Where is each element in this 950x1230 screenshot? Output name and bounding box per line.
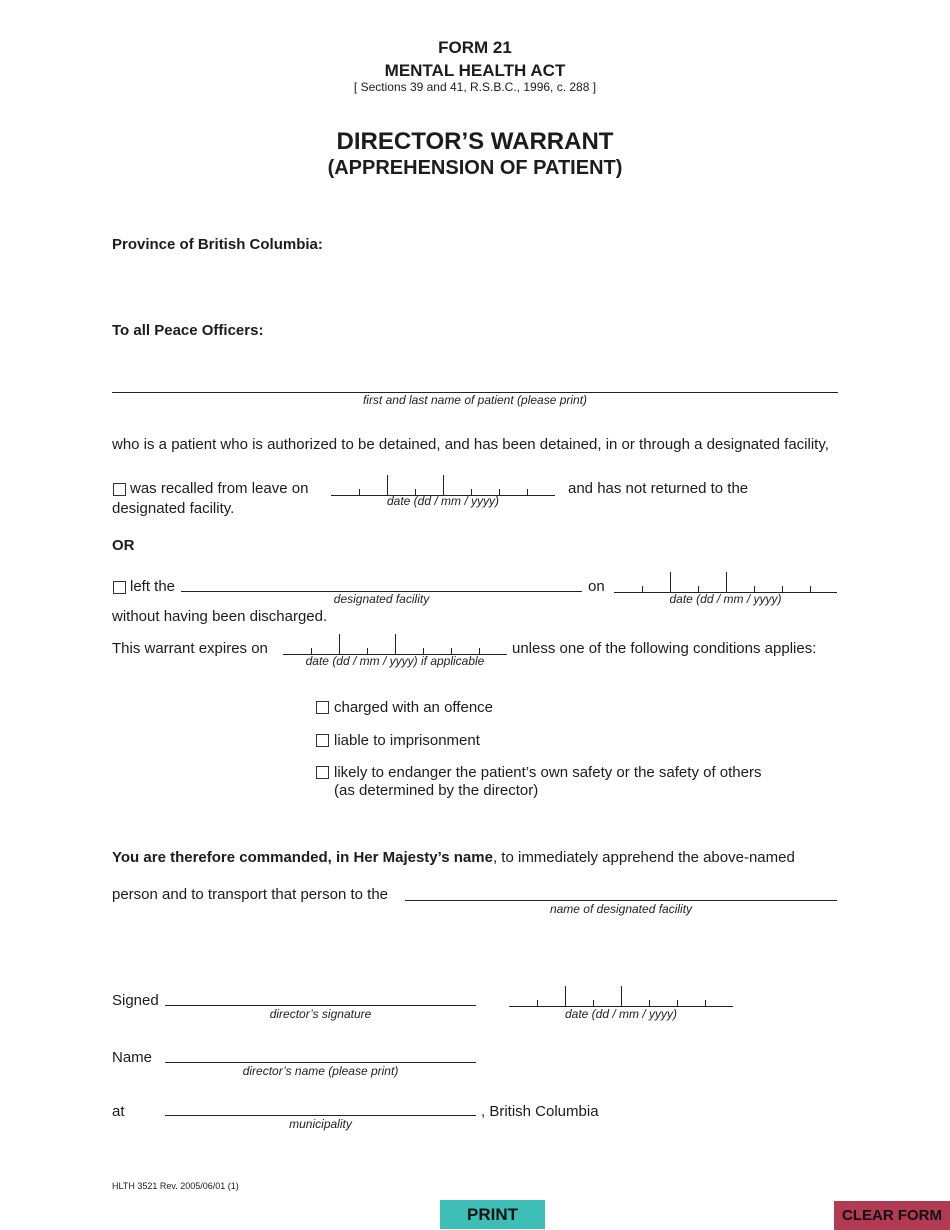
print-button[interactable]: PRINT (440, 1200, 545, 1229)
signature-caption: director’s signature (269, 1007, 372, 1021)
transport-facility-input[interactable] (405, 900, 837, 901)
intro-text: who is a patient who is authorized to be detained, and has been detained, in or through a designated facility, (112, 436, 829, 453)
signature-date-caption: date (dd / mm / yyyy) (564, 1007, 678, 1021)
expiry-label: This warrant expires on (112, 640, 268, 657)
patient-name-caption: first and last name of patient (please print) (362, 393, 588, 407)
clear-form-button[interactable]: CLEAR FORM (834, 1201, 950, 1230)
expiry-date-caption: date (dd / mm / yyyy) if applicable (305, 654, 485, 668)
patient-name-input[interactable] (112, 372, 838, 393)
left-on-label: on (588, 578, 605, 595)
recalled-label: was recalled from leave on (130, 480, 309, 497)
condition-endanger-note: (as determined by the director) (334, 782, 539, 799)
signature-input[interactable] (165, 1005, 476, 1006)
recalled-suffix: and has not returned to the (568, 480, 749, 497)
recalled-checkbox[interactable] (113, 483, 126, 496)
transport-facility-caption: name of designated facility (549, 902, 693, 916)
signed-label: Signed (112, 992, 159, 1009)
province-heading: Province of British Columbia: (112, 236, 323, 253)
left-date-field[interactable] (614, 572, 837, 593)
command-bold: You are therefore commanded, in Her Majesty’s name (112, 849, 493, 866)
command-line2: person and to transport that person to the (112, 886, 389, 903)
form-number: FORM 21 (438, 38, 512, 57)
recalled-date-caption: date (dd / mm / yyyy) (386, 494, 500, 508)
province-suffix: , British Columbia (481, 1103, 599, 1120)
command-text (112, 849, 795, 866)
municipality-caption: municipality (289, 1117, 352, 1131)
condition-endanger-label: likely to endanger the patient’s own safety or the safety of others (334, 764, 762, 781)
left-date-caption: date (dd / mm / yyyy) (669, 592, 782, 606)
condition-imprisonment-label: liable to imprisonment (334, 732, 480, 749)
condition-offence-label: charged with an offence (334, 699, 494, 716)
page-title: DIRECTOR’S WARRANT (336, 128, 614, 155)
director-name-caption: director’s name (please print) (242, 1064, 399, 1078)
condition-endanger-checkbox[interactable] (316, 766, 329, 779)
page-subtitle: (APPREHENSION OF PATIENT) (327, 157, 623, 179)
left-label: left the (130, 578, 176, 595)
peace-officers-heading: To all Peace Officers: (112, 322, 264, 339)
or-label: OR (112, 537, 135, 554)
condition-offence-checkbox[interactable] (316, 701, 329, 714)
recalled-continuation: designated facility. (112, 500, 235, 517)
left-facility-caption: designated facility (333, 592, 430, 606)
signature-date-field[interactable] (509, 986, 733, 1007)
condition-imprisonment-checkbox[interactable] (316, 734, 329, 747)
name-label: Name (112, 1049, 153, 1066)
command-rest: , to immediately apprehend the above-named (492, 849, 795, 866)
left-facility-checkbox[interactable] (113, 581, 126, 594)
expiry-date-field[interactable] (283, 634, 507, 655)
act-title: MENTAL HEALTH ACT (384, 61, 566, 80)
expiry-suffix: unless one of the following conditions applies: (512, 640, 817, 657)
director-name-input[interactable] (165, 1062, 476, 1063)
recalled-date-field[interactable] (331, 475, 555, 496)
sections-reference: [ Sections 39 and 41, R.S.B.C., 1996, c. 288 ] (353, 80, 597, 94)
left-continuation: without having been discharged. (112, 608, 328, 625)
municipality-input[interactable] (165, 1115, 476, 1116)
at-label: at (112, 1103, 125, 1120)
form-code: HLTH 3521 Rev. 2005/06/01 (1) (112, 1181, 239, 1191)
